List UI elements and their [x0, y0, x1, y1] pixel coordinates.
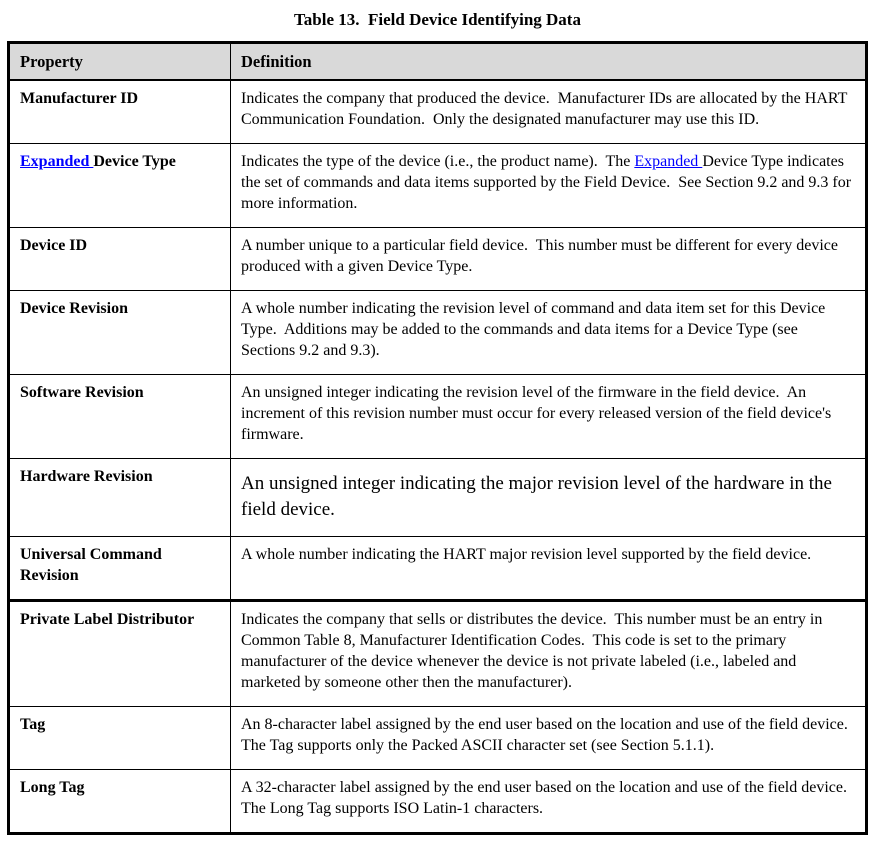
property-cell	[9, 770, 231, 834]
text-segment: Software Revision	[20, 384, 144, 401]
text-segment: A whole number indicating the HART major revision level supported by the field device.	[241, 546, 812, 563]
text-segment: Indicates the type of the device (i.e., the product name). The	[241, 153, 635, 170]
text-segment: Private Label Distributor	[20, 611, 195, 628]
definition-cell	[231, 375, 867, 459]
definition-cell	[231, 537, 867, 601]
text-segment: An unsigned integer indicating the revision level of the firmware in the field device. An increment of this revision number must occur for every released version of the field device's firmware.	[241, 384, 836, 443]
property-cell	[9, 228, 231, 291]
field-device-identifying-data-table	[7, 41, 868, 835]
text-segment: Hardware Revision	[20, 468, 153, 485]
expanded-link[interactable]: Expanded	[634, 153, 703, 170]
text-segment: A whole number indicating the revision level of command and data item set for this Device Type. Additions may be added to the commands and data items for a Device Type (see Sections 9.2 and 9.3).	[241, 300, 829, 359]
property-cell	[9, 459, 231, 537]
table-title: Table 13. Field Device Identifying Data	[294, 10, 581, 29]
table-row	[9, 80, 867, 144]
text-segment: Long Tag	[20, 779, 85, 796]
header-row	[9, 43, 867, 81]
property-cell	[9, 707, 231, 770]
text-segment: Indicates the company that sells or distributes the device. This number must be an entry in Common Table 8, Manufacturer Identification Codes. This code is set to the primary manufacturer of the device whenever the device is not private labeled (i.e., labeled and marketed by someone other then the manufacturer).	[241, 611, 827, 691]
text-segment: Device Type indicates the set of commands and data items supported by the Field Device. See Section 9.2 and 9.3 for more information.	[241, 153, 856, 212]
text-segment: Universal Command Revision	[20, 546, 166, 584]
definition-cell	[231, 144, 867, 228]
table-row	[9, 537, 867, 601]
property-cell	[9, 291, 231, 375]
definition-cell	[231, 707, 867, 770]
text-segment: A number unique to a particular field device. This number must be different for every device produced with a given Device Type.	[241, 237, 842, 275]
table-row	[9, 228, 867, 291]
table-row	[9, 375, 867, 459]
property-cell	[9, 601, 231, 707]
property-cell	[9, 375, 231, 459]
table-row	[9, 144, 867, 228]
column-header-property: Property	[9, 43, 231, 81]
text-segment: An 8-character label assigned by the end user based on the location and use of the field device. The Tag supports only the Packed ASCII character set (see Section 5.1.1).	[241, 716, 856, 754]
definition-cell	[231, 601, 867, 707]
table-row	[9, 707, 867, 770]
text-segment: Device ID	[20, 237, 88, 254]
expanded-link[interactable]: Expanded	[20, 153, 94, 170]
table-row	[9, 459, 867, 537]
property-cell	[9, 144, 231, 228]
definition-cell	[231, 291, 867, 375]
table-row	[9, 601, 867, 707]
text-segment: Manufacturer ID	[20, 90, 139, 107]
text-segment: Device Revision	[20, 300, 128, 317]
text-segment: An unsigned integer indicating the major revision level of the hardware in the field device.	[241, 473, 837, 520]
table-row	[9, 770, 867, 834]
definition-cell	[231, 80, 867, 144]
definition-cell	[231, 770, 867, 834]
definition-cell	[231, 228, 867, 291]
table-row	[9, 291, 867, 375]
property-cell	[9, 537, 231, 601]
text-segment: A 32-character label assigned by the end user based on the location and use of the field device. The Long Tag supports ISO Latin-1 characters.	[241, 779, 855, 817]
column-header-definition: Definition	[231, 43, 867, 81]
text-segment: Tag	[20, 716, 46, 733]
definition-cell	[231, 459, 867, 537]
text-segment: Device Type	[93, 153, 176, 170]
table-body	[9, 80, 867, 834]
property-cell	[9, 80, 231, 144]
text-segment: Indicates the company that produced the device. Manufacturer IDs are allocated by the HART Communication Foundation. Only the designated manufacturer may use this ID.	[241, 90, 852, 128]
